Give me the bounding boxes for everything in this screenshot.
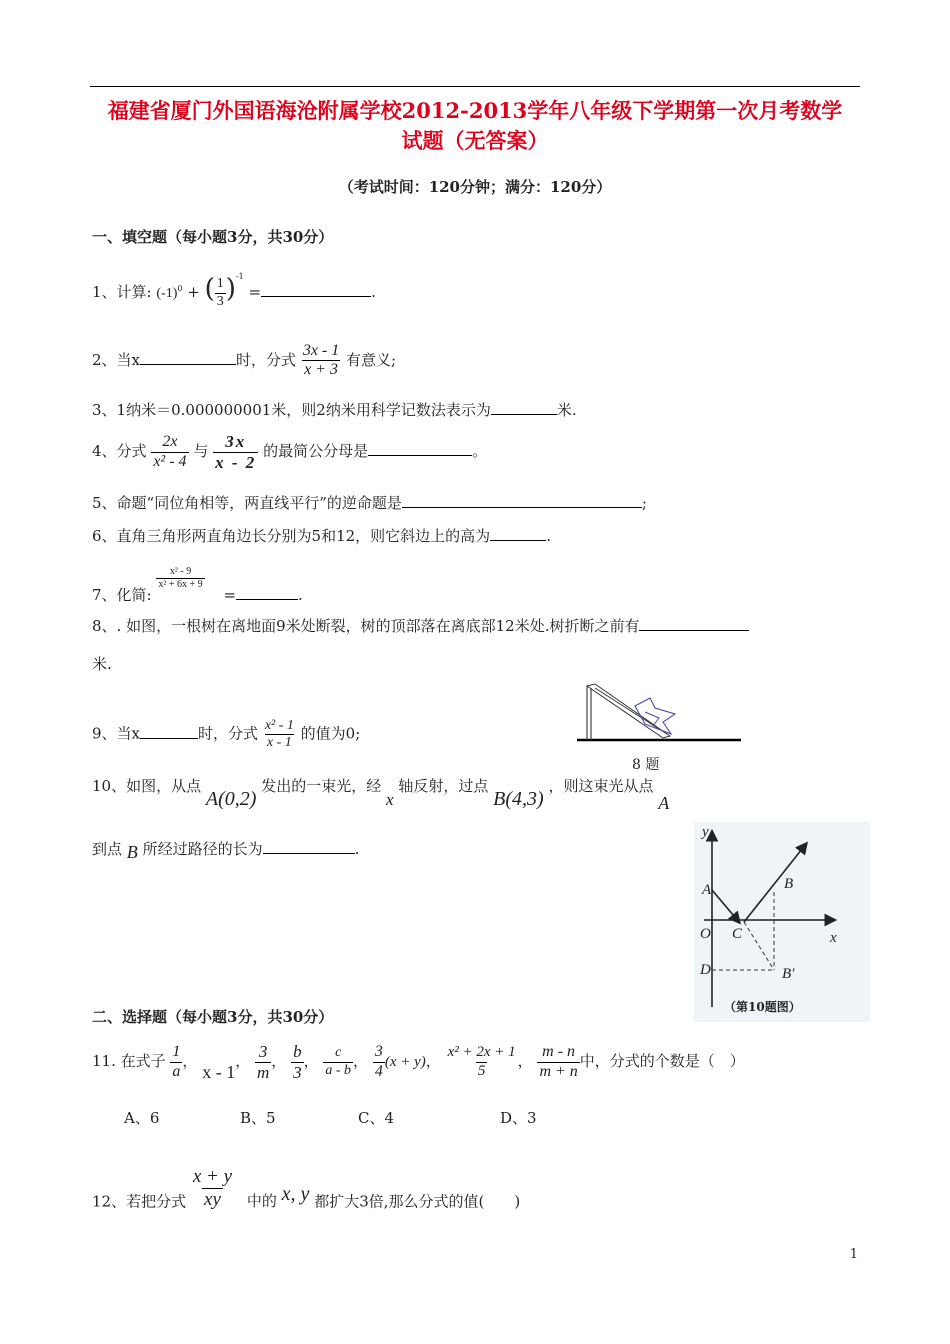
title-line-2: 试题（无答案） [401, 128, 549, 153]
fig10-caption: （第10题图） [724, 1000, 801, 1014]
fig10-point-b: B [784, 876, 794, 892]
q11-option-d[interactable]: D、3 [500, 1109, 537, 1127]
question-1: 1、计算: $(-1)^0$ + ( $\frac{1}{3}$ )$^{-1}$ = . [92, 272, 376, 309]
answer-blank-4[interactable] [368, 441, 472, 456]
fig10-point-a: A [702, 882, 712, 898]
fig10-x-label: x [830, 930, 837, 946]
question-8: 8、. 如图，一根树在离地面9米处断裂，树的顶部落在离底部12米处.树折断之前有 [92, 615, 749, 636]
q11-option-a[interactable]: A、6 [124, 1109, 160, 1127]
figure-8-label: 8 题 [632, 757, 660, 773]
question-8-line-2: 米. [92, 655, 112, 673]
question-12: 12、若把分式 $\frac{x + y}{xy}$ 中的 x, y 都扩大3倍,那么分式的值( ) [92, 1166, 521, 1211]
page-number: 1 [849, 1247, 858, 1262]
fig10-point-b-prime: B′ [782, 966, 795, 982]
question-5: 5、命题“同位角相等，两直线平行”的逆命题是 ; [92, 494, 647, 512]
answer-blank-8[interactable] [639, 616, 749, 631]
figure-10-diagram [694, 822, 870, 1022]
answer-blank-3[interactable] [491, 400, 557, 415]
answer-blank-6[interactable] [490, 526, 546, 541]
answer-blank-5[interactable] [402, 493, 642, 508]
question-2: 2、当x 时，分式 $\frac{3x - 1}{x + 3}$ 有意义; [92, 342, 397, 379]
question-9: 9、当x 时，分式 $\frac{\text{x² - 1}}{x - 1}$ 的值为0; [92, 718, 361, 751]
exam-info: （考试时间：120分钟；满分：120分） [338, 178, 612, 196]
answer-blank-7[interactable] [236, 585, 298, 600]
header-rule [90, 86, 860, 87]
figure-10 [694, 822, 870, 1022]
q11-option-c[interactable]: C、4 [358, 1109, 395, 1127]
question-4: 4、分式 $\frac{2x}{\text{x² - 4}}$ 与 $\frac{3x}{x - 2}$ 的最简公分母是 。 [92, 432, 488, 472]
tree-figure [575, 678, 745, 748]
answer-blank-10[interactable] [263, 839, 355, 854]
fig10-y-label: y [702, 824, 709, 840]
question-3: 3、1纳米＝0.000000001米，则2纳米用科学记数法表示为 米. [92, 401, 577, 419]
fig10-origin: O [700, 926, 711, 942]
question-10: 10、如图，从点 A(0,2) 发出的一束光，经 x 轴反射，过点 B(4,3) ，则这束光从点 A [92, 777, 670, 813]
section-2-heading: 二、选择题（每小题3分，共30分） [92, 1008, 334, 1026]
q11-option-b[interactable]: B、5 [240, 1109, 276, 1127]
answer-blank-1[interactable] [261, 282, 371, 297]
question-11: 11. 在式子 $\frac{1}{a}$ ， x - 1， $\frac{3}{m}$ ， $\frac{b}{3}$ ， $\frac{c}{a - b}$ ， $\frac{3}{4}$ (x + y)， $\frac{\text{x² + 2x + 1}}{5}$ ， $\frac{m - n}{m + n}$ 中，分式的个数是（ ） [92, 1042, 745, 1083]
question-6: 6、直角三角形两直角边长分别为5和12，则它斜边上的高为 . [92, 527, 551, 545]
title-line-1: 福建省厦门外国语海沧附属学校2012-2013学年八年级下学期第一次月考数学 [107, 98, 843, 123]
answer-blank-2[interactable] [140, 350, 236, 365]
question-10-line-2: 到点 B 所经过路径的长为 . [92, 840, 360, 862]
section-1-heading: 一、填空题（每小题3分，共30分） [92, 228, 334, 246]
question-7: 7、化简: $\frac{\text{x² - 9}}{\text{x² + 6x + 9}}$ = . [92, 566, 303, 604]
fig10-point-c: C [732, 926, 743, 942]
fig10-point-d: D [700, 962, 711, 978]
answer-blank-9[interactable] [140, 724, 198, 739]
